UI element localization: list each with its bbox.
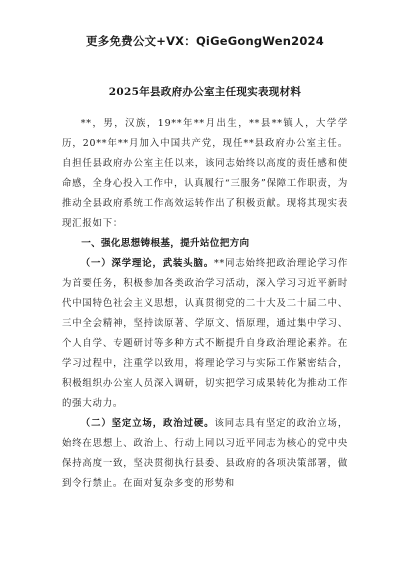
subsection-1-paragraph — [62, 254, 348, 414]
subsection-1-body: **同志始终把政治理论学习作为首要任务，积极参加各类政治学习活动，深入学习习近平新时代中国特色社会主义思想，认真贯彻党的二十大及二十届二中、三中全会精神，坚持读原著、学原文、悟原理，通过集中学习、个人自学、专题研讨等多种方式不断提升自身政治理论素养。在学习过程中，注重学以致用，将理论学习与实际工作紧密结合，积极组织办公室人员深入调研，切实把学习成果转化为推动工作的强大动力。 — [62, 258, 349, 409]
subsection-1-lead: （一）深学理论，武装头脑。 — [80, 258, 215, 269]
subsection-2-lead: （二）坚定立场，政治过硬。 — [80, 418, 215, 429]
subsection-2-body: 该同志具有坚定的政治立场，始终在思想上、政治上、行动上同以习近平同志为核心的党中央保持高度一致，坚决贯彻执行县委、县政府的各项决策部署，做到令行禁止。在面对复杂多变的形势和 — [62, 418, 348, 489]
section-heading-1: 一、强化思想铸根基，提升站位把方向 — [81, 238, 250, 249]
document-title: 2025年县政府办公室主任现实表现材料 — [108, 86, 302, 98]
subsection-2-paragraph — [62, 414, 348, 494]
watermark-header: 更多免费公文+VX：QiGeGongWen2024 — [86, 34, 324, 48]
intro-paragraph: **，男，汉族，19**年**月出生，**县**镇人，大学学历，20**年**月加入中国共产党，现任**县政府办公室主任。自担任县政府办公室主任以来，该同志始终以高度的责任感和使命感，全身心投入工作中，认真履行“三服务”保障工作职责，为推动全县政府系统工作高效运转作出了积极贡献。现将其现实表现汇报如下： — [62, 118, 348, 229]
